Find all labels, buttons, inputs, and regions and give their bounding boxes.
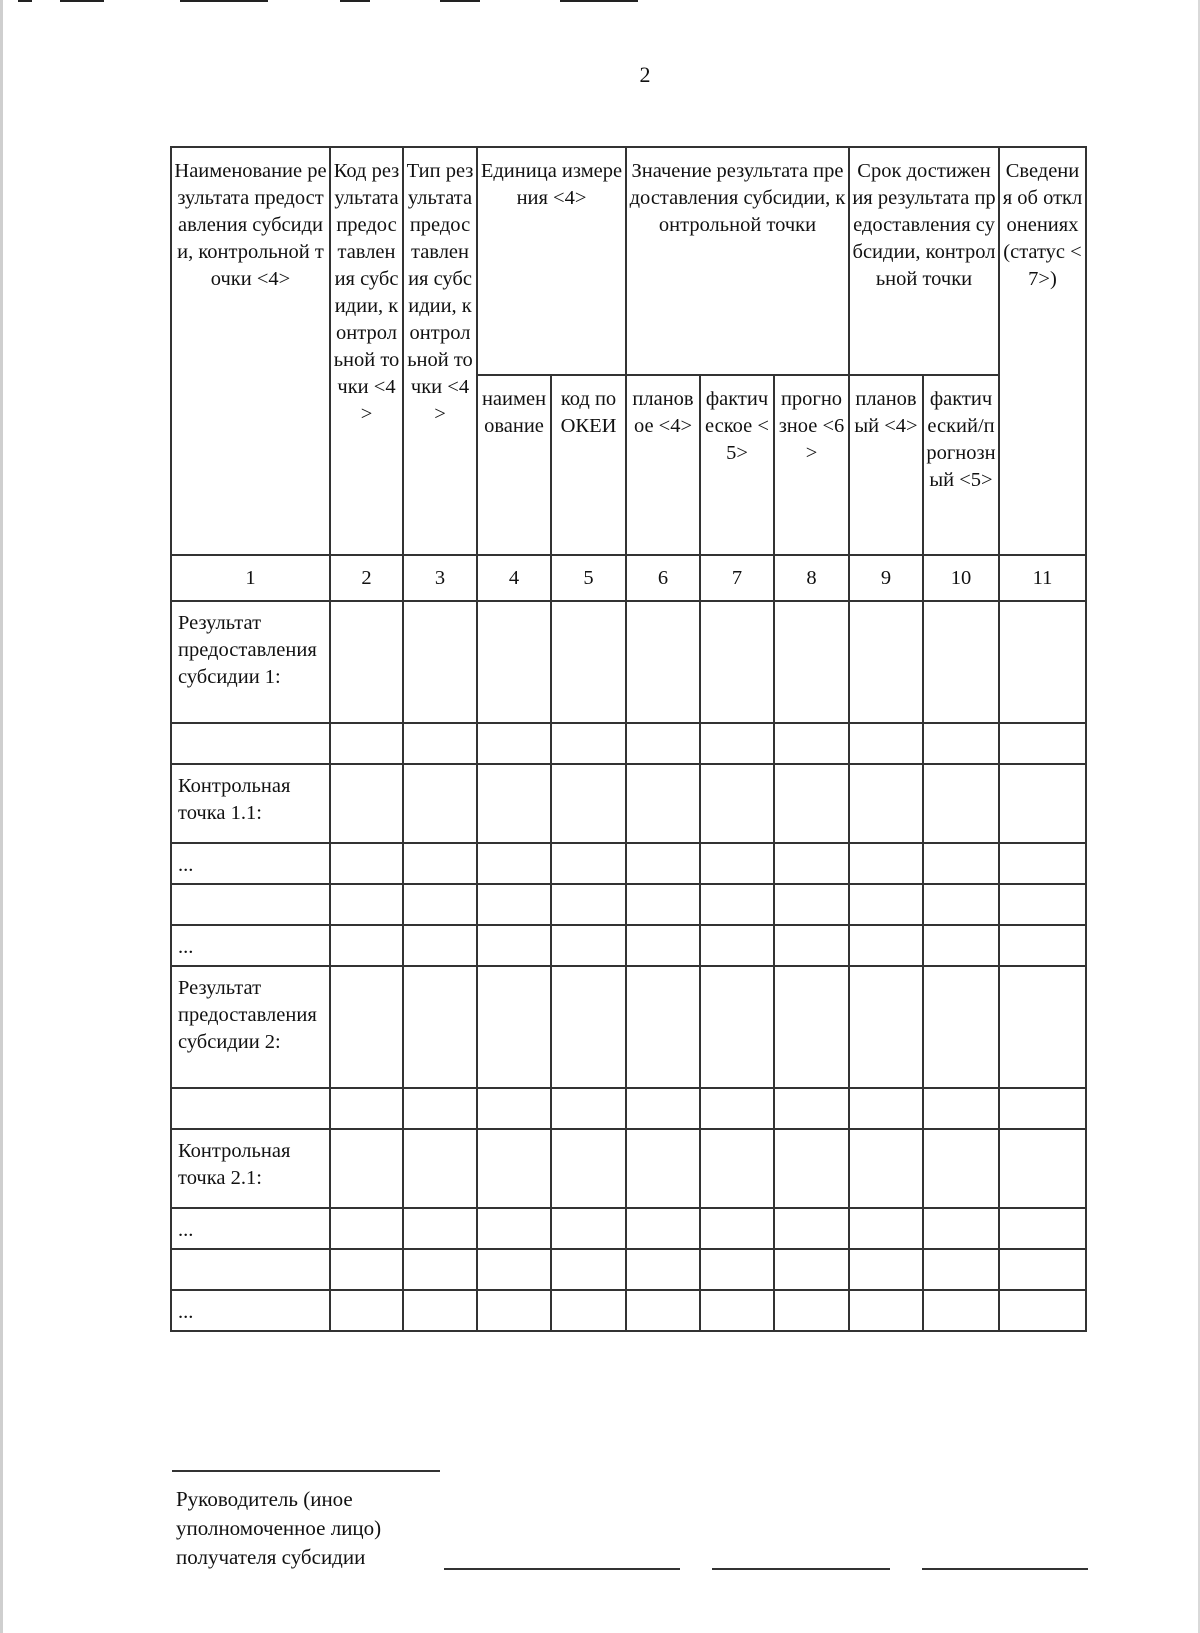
- table-cell: [849, 843, 923, 884]
- table-cell: [999, 1129, 1086, 1208]
- header-deviation: Сведения об отклонениях (статус <7>): [999, 147, 1086, 555]
- table-cell: [700, 884, 774, 925]
- table-cell: [403, 764, 477, 843]
- table-cell: [403, 1129, 477, 1208]
- table-cell: [999, 925, 1086, 966]
- header-result-name: Наименование результата предоставления субсидии, контрольной точки <4>: [171, 147, 330, 555]
- table-cell: [700, 1129, 774, 1208]
- header-value-group: Значение результата предоставления субсидии, контрольной точки: [626, 147, 849, 375]
- table-cell: [330, 843, 403, 884]
- table-cell: [700, 1290, 774, 1331]
- header-result-type: Тип результата предоставления субсидии, контрольной точки <4>: [403, 147, 477, 555]
- table-cell: [551, 843, 626, 884]
- table-cell: [700, 1249, 774, 1290]
- table-cell: [626, 601, 700, 723]
- table-cell: [551, 601, 626, 723]
- signature-label: Руководитель (иное уполномоченное лицо) получателя субсидии: [176, 1487, 382, 1569]
- signature-rule: [172, 1470, 440, 1472]
- table-cell: [403, 925, 477, 966]
- table-cell: [774, 884, 849, 925]
- row-label-cell: Контрольная точка 1.1:: [171, 764, 330, 843]
- table-cell: [923, 601, 999, 723]
- table-cell: [551, 1129, 626, 1208]
- table-cell: [774, 601, 849, 723]
- table-cell: [330, 1290, 403, 1331]
- table-row: [171, 1129, 1086, 1208]
- table-cell: [330, 764, 403, 843]
- table-cell: [700, 925, 774, 966]
- table-cell: [849, 601, 923, 723]
- table-cell: [403, 1290, 477, 1331]
- table-cell: [923, 1249, 999, 1290]
- table-cell: [477, 1249, 551, 1290]
- header-deadline-plan: плановый <4>: [849, 375, 923, 555]
- table-cell: [330, 601, 403, 723]
- table-cell: [477, 601, 551, 723]
- row-label-cell: Контрольная точка 2.1:: [171, 1129, 330, 1208]
- table-row: [171, 843, 1086, 884]
- table-cell: [923, 1129, 999, 1208]
- table-cell: [700, 1088, 774, 1129]
- row-label-cell: Результат предоставления субсидии 2:: [171, 966, 330, 1088]
- table-row: [171, 601, 1086, 723]
- table-body: [171, 601, 1086, 1331]
- header-deadline-group: Срок достижения результата предоставления субсидии, контрольной точки: [849, 147, 999, 375]
- table-cell: [700, 764, 774, 843]
- row-label-cell: [171, 1088, 330, 1129]
- table-cell: [999, 601, 1086, 723]
- table-cell: [923, 966, 999, 1088]
- table-cell: [330, 884, 403, 925]
- column-number: 8: [774, 555, 849, 601]
- table-cell: [626, 884, 700, 925]
- header-value-forecast: прогнозное <6>: [774, 375, 849, 555]
- table-row: [171, 1208, 1086, 1249]
- table-cell: [923, 843, 999, 884]
- column-number: 3: [403, 555, 477, 601]
- table-cell: [330, 723, 403, 764]
- table-cell: [923, 925, 999, 966]
- row-label-cell: [171, 884, 330, 925]
- table-cell: [330, 1249, 403, 1290]
- table-row: [171, 1088, 1086, 1129]
- column-number: 4: [477, 555, 551, 601]
- column-numbers-row: [171, 555, 1086, 601]
- table-cell: [477, 966, 551, 1088]
- signature-line-sign: [444, 1568, 680, 1570]
- signature-line-initials: [712, 1568, 890, 1570]
- table-cell: [774, 1129, 849, 1208]
- column-number: 5: [551, 555, 626, 601]
- header-unit-name: наименование: [477, 375, 551, 555]
- table-row: [171, 723, 1086, 764]
- table-cell: [626, 1208, 700, 1249]
- table-row: [171, 884, 1086, 925]
- row-label-cell: [171, 1249, 330, 1290]
- row-label-cell: ...: [171, 1290, 330, 1331]
- header-unit-group: Единица измерения <4>: [477, 147, 626, 375]
- table-cell: [923, 1290, 999, 1331]
- table-cell: [477, 925, 551, 966]
- header-value-plan: плановое <4>: [626, 375, 700, 555]
- table-cell: [477, 1208, 551, 1249]
- table-cell: [403, 1088, 477, 1129]
- table-cell: [849, 1129, 923, 1208]
- table-cell: [551, 1208, 626, 1249]
- row-label-cell: Результат предоставления субсидии 1:: [171, 601, 330, 723]
- table-cell: [999, 843, 1086, 884]
- table-cell: [849, 925, 923, 966]
- table-cell: [849, 1088, 923, 1129]
- table-cell: [849, 1249, 923, 1290]
- table-cell: [551, 723, 626, 764]
- table-cell: [477, 1129, 551, 1208]
- table-cell: [999, 1088, 1086, 1129]
- table-cell: [551, 764, 626, 843]
- row-label-cell: [171, 723, 330, 764]
- header-unit-code: код по ОКЕИ: [551, 375, 626, 555]
- table-cell: [551, 884, 626, 925]
- table-cell: [999, 1249, 1086, 1290]
- results-table: [170, 146, 1087, 1332]
- row-label-cell: ...: [171, 1208, 330, 1249]
- table-cell: [774, 1088, 849, 1129]
- column-number: 11: [999, 555, 1086, 601]
- table-cell: [330, 1208, 403, 1249]
- table-cell: [999, 884, 1086, 925]
- table-cell: [551, 966, 626, 1088]
- table-cell: [477, 1290, 551, 1331]
- table-cell: [774, 1249, 849, 1290]
- table-cell: [849, 884, 923, 925]
- table-cell: [774, 1208, 849, 1249]
- row-label-cell: ...: [171, 843, 330, 884]
- table-cell: [551, 1249, 626, 1290]
- table-cell: [330, 966, 403, 1088]
- table-cell: [626, 723, 700, 764]
- table-cell: [330, 1088, 403, 1129]
- table-row: [171, 1249, 1086, 1290]
- table-cell: [999, 764, 1086, 843]
- table-cell: [774, 925, 849, 966]
- signature-block: [176, 1473, 476, 1572]
- table-row: [171, 764, 1086, 843]
- table-cell: [700, 966, 774, 1088]
- table-cell: [774, 723, 849, 764]
- row-label-cell: ...: [171, 925, 330, 966]
- column-number: 9: [849, 555, 923, 601]
- table-cell: [626, 843, 700, 884]
- table-cell: [774, 1290, 849, 1331]
- table-cell: [551, 925, 626, 966]
- table-cell: [626, 1088, 700, 1129]
- table-cell: [774, 764, 849, 843]
- table-cell: [403, 723, 477, 764]
- table-row: [171, 966, 1086, 1088]
- table-cell: [700, 723, 774, 764]
- column-number: 7: [700, 555, 774, 601]
- table-cell: [626, 1249, 700, 1290]
- table-cell: [700, 601, 774, 723]
- table-cell: [849, 764, 923, 843]
- table-cell: [403, 966, 477, 1088]
- signature-line-date: [922, 1568, 1088, 1570]
- table-cell: [923, 1208, 999, 1249]
- table-cell: [849, 1208, 923, 1249]
- table-cell: [403, 601, 477, 723]
- table-cell: [403, 1208, 477, 1249]
- table-cell: [774, 843, 849, 884]
- table-cell: [999, 1208, 1086, 1249]
- table-cell: [700, 843, 774, 884]
- table-cell: [551, 1290, 626, 1331]
- table-cell: [330, 1129, 403, 1208]
- table-cell: [923, 764, 999, 843]
- table-cell: [626, 1290, 700, 1331]
- column-number: 6: [626, 555, 700, 601]
- table-cell: [626, 925, 700, 966]
- table-cell: [849, 966, 923, 1088]
- table-cell: [999, 723, 1086, 764]
- scan-left-edge: [0, 0, 3, 1633]
- column-number: 10: [923, 555, 999, 601]
- table-cell: [477, 723, 551, 764]
- table-cell: [403, 1249, 477, 1290]
- table-cell: [477, 884, 551, 925]
- table-cell: [626, 966, 700, 1088]
- table-cell: [626, 764, 700, 843]
- table-cell: [330, 925, 403, 966]
- table-row: [171, 925, 1086, 966]
- table-cell: [849, 1290, 923, 1331]
- table-cell: [999, 966, 1086, 1088]
- table-cell: [849, 723, 923, 764]
- table-cell: [999, 1290, 1086, 1331]
- table-cell: [774, 966, 849, 1088]
- table-cell: [403, 884, 477, 925]
- table-cell: [477, 764, 551, 843]
- table-cell: [551, 1088, 626, 1129]
- header-deadline-fact: фактический/прогнозный <5>: [923, 375, 999, 555]
- table-cell: [923, 723, 999, 764]
- table-cell: [626, 1129, 700, 1208]
- column-number: 1: [171, 555, 330, 601]
- table-row: [171, 1290, 1086, 1331]
- page-number: 2: [639, 62, 651, 87]
- previous-page-top-lines: [0, 0, 1200, 3]
- header-value-fact: фактическое <5>: [700, 375, 774, 555]
- table-cell: [923, 1088, 999, 1129]
- table-cell: [403, 843, 477, 884]
- header-result-code: Код результата предоставления субсидии, контрольной точки <4>: [330, 147, 403, 555]
- table-cell: [923, 884, 999, 925]
- table-cell: [700, 1208, 774, 1249]
- table-cell: [477, 1088, 551, 1129]
- table-cell: [477, 843, 551, 884]
- column-number: 2: [330, 555, 403, 601]
